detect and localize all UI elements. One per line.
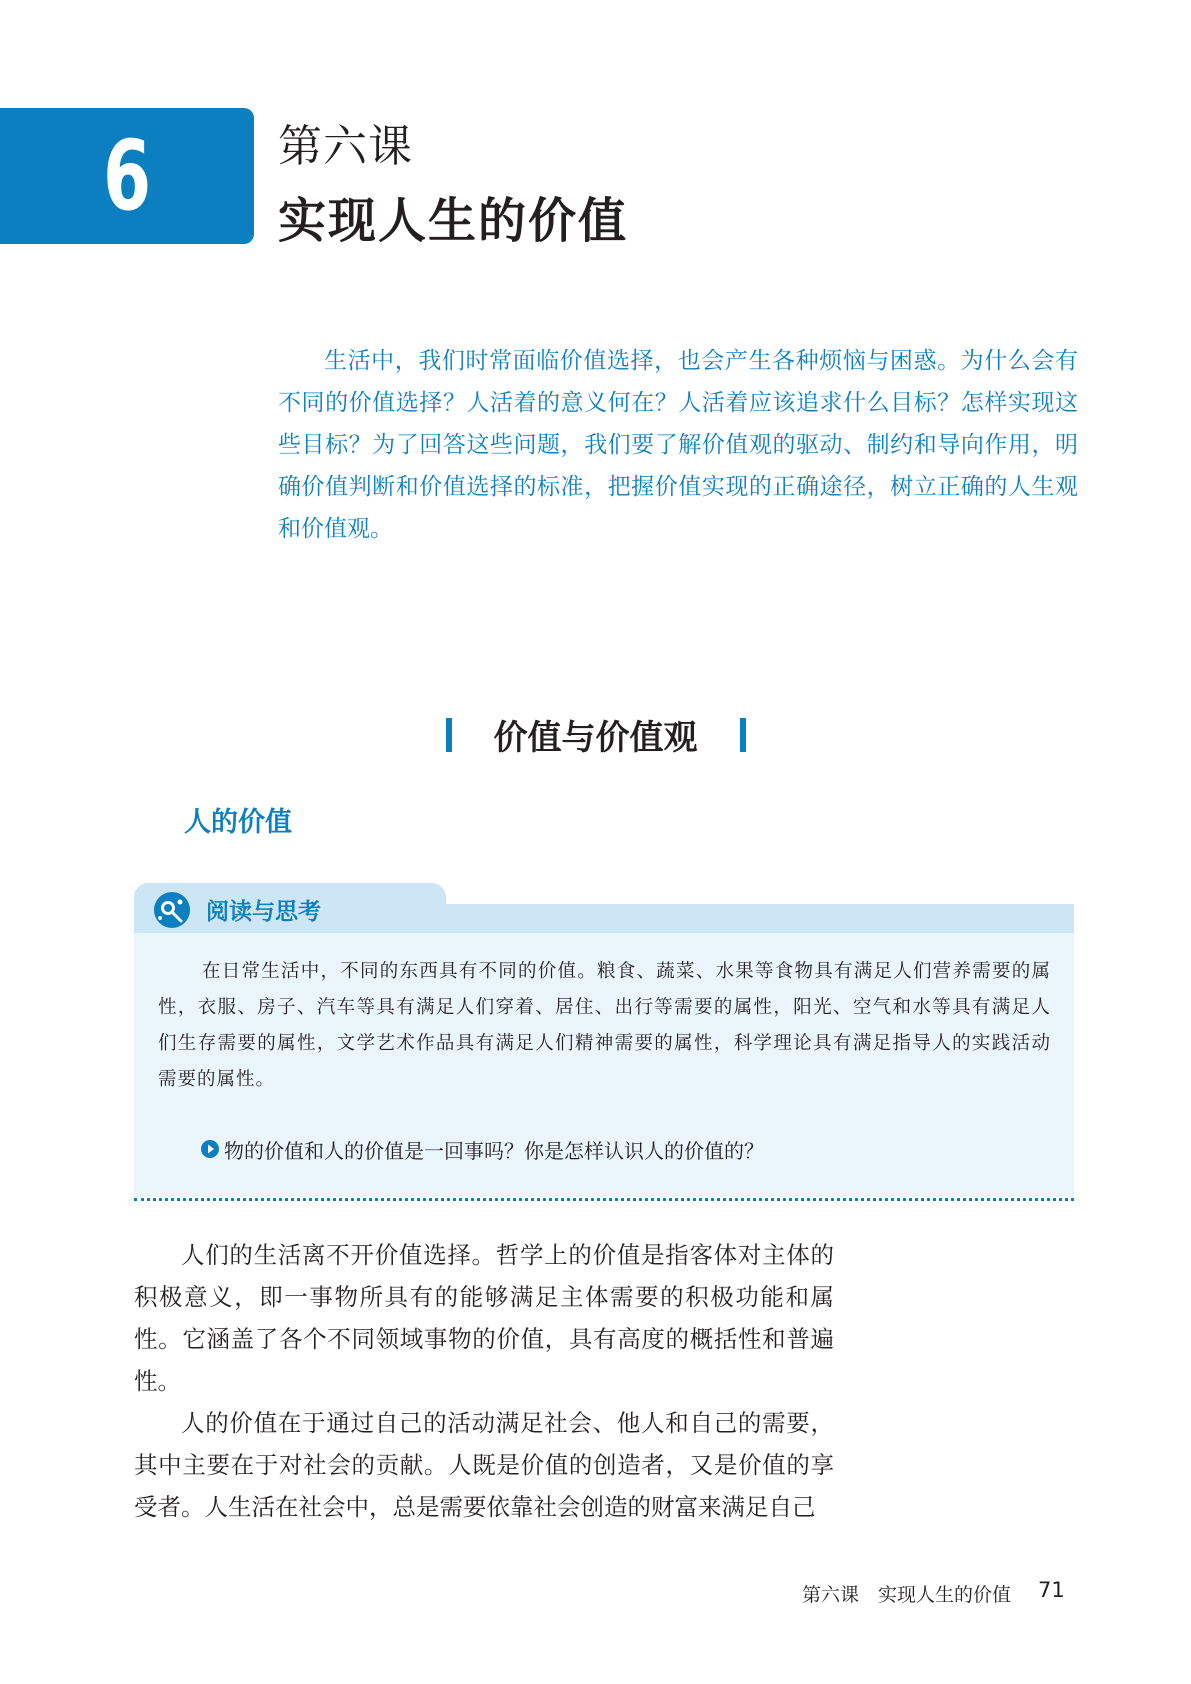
heading-bar-right [740,718,746,752]
lesson-title: 实现人生的价值 [278,193,629,249]
body-text [134,1234,834,1528]
magnifier-book-icon [152,890,192,930]
footer-title: 第六课 实现人生的价值 [802,1584,1012,1606]
body-paragraph-2: 人的价值在于通过自己的活动满足社会、他人和自己的需要，其中主要在于对社会的贡献。人既是价值的创造者，又是价值的享受者。人生活在社会中，总是需要依靠社会创造的财富来满足自己 [134,1409,834,1521]
heading-bar-left [446,718,452,752]
lesson-number: 6 [102,120,152,232]
section-heading [0,710,1191,759]
lesson-label: 第六课 [278,121,413,172]
page-number: 71 [1038,1578,1065,1602]
lesson-intro: 生活中，我们时常面临价值选择，也会产生各种烦恼与困惑。为什么会有不同的价值选择？人活着的意义何在？人活着应该追求什么目标？怎样实现这些目标？为了回答这些问题，我们要了解价值观的驱动、制约和导向作用，明确价值判断和价值选择的标准，把握价值实现的正确途径，树立正确的人生观和价值观。 [278,348,1078,542]
reading-box-text: 在日常生活中，不同的东西具有不同的价值。粮食、蔬菜、水果等食物具有满足人们营养需要的属性，衣服、房子、汽车等具有满足人们穿着、居住、出行等需要的属性，阳光、空气和水等具有满足人们生存需要的属性，文学艺术作品具有满足人们精神需要的属性，科学理论具有满足指导人的实践活动需要的属性。 [158,961,1051,1090]
section-heading-text: 价值与价值观 [493,718,698,758]
reading-box-dotted-border [134,1198,1074,1201]
reading-box-question: 物的价值和人的价值是一回事吗？你是怎样认识人的价值的？ [224,1139,764,1163]
arrow-right-circle-icon [201,1140,219,1158]
body-paragraph-1: 人们的生活离不开价值选择。哲学上的价值是指客体对主体的积极意义，即一事物所具有的能够满足主体需要的积极功能和属性。它涵盖了各个不同领域事物的价值，具有高度的概括性和普遍性。 [134,1241,834,1395]
reading-box-title: 阅读与思考 [206,899,321,925]
lesson-number-block [0,108,254,244]
subheading: 人的价值 [184,807,292,838]
